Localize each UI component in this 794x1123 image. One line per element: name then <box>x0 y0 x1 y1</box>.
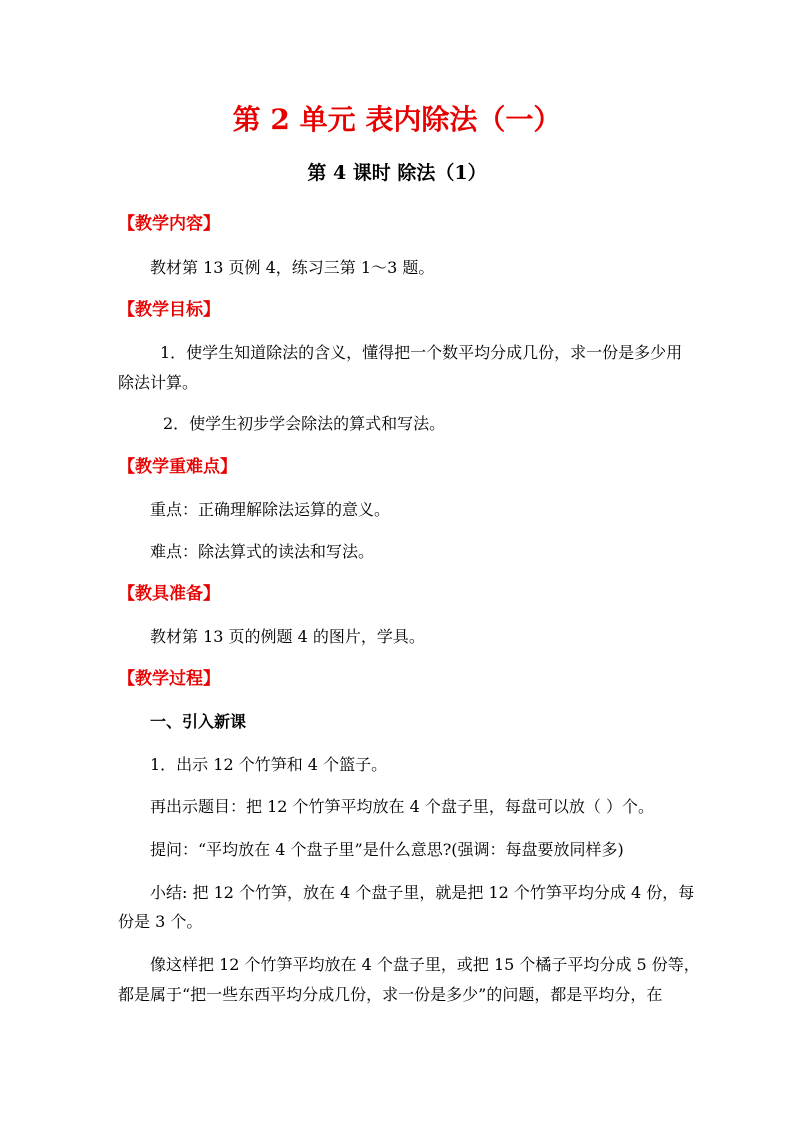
heading-teaching-tools: 【教具准备】 <box>118 584 220 604</box>
heading-teaching-content: 【教学内容】 <box>118 214 220 234</box>
summary-line-2: 份是 3 个。 <box>118 912 203 931</box>
paragraph-line-1: 像这样把 12 个竹笋平均放在 4 个盘子里，或把 15 个橘子平均分成 5 份等， <box>150 955 700 974</box>
goal-1-line-1: 1．使学生知道除法的含义，懂得把一个数平均分成几份，求一份是多少用 <box>160 343 683 362</box>
process-step-1: 1．出示 12 个竹笋和 4 个篮子。 <box>150 755 388 774</box>
teaching-content-text: 教材第 13 页例 4，练习三第 1～3 题。 <box>150 258 435 277</box>
teaching-tools-text: 教材第 13 页的例题 4 的图片，学具。 <box>150 627 425 646</box>
heading-teaching-goals: 【教学目标】 <box>118 300 220 320</box>
process-part-1-title: 一、引入新课 <box>150 712 247 731</box>
difficult-point-text: 难点：除法算式的读法和写法。 <box>150 542 375 561</box>
summary-line-1: 小结: 把 12 个竹笋，放在 4 个盘子里，就是把 12 个竹笋平均分成 4 份，每 <box>150 883 695 902</box>
lesson-title: 第 4 课时 除法（1） <box>307 162 487 184</box>
process-step-3: 提问：“平均放在 4 个盘子里”是什么意思?(强调：每盘要放同样多) <box>150 840 624 859</box>
paragraph-line-2: 都是属于“把一些东西平均分成几份，求一份是多少”的问题，都是平均分，在 <box>118 985 663 1004</box>
unit-title: 第 2 单元 表内除法（一） <box>232 103 562 136</box>
goal-2: 2．使学生初步学会除法的算式和写法。 <box>163 414 446 433</box>
process-step-2: 再出示题目：把 12 个竹笋平均放在 4 个盘子里，每盘可以放（ ）个。 <box>150 797 654 816</box>
heading-key-points: 【教学重难点】 <box>118 457 237 477</box>
goal-1-line-2: 除法计算。 <box>118 373 199 392</box>
heading-teaching-process: 【教学过程】 <box>118 669 220 689</box>
key-point-text: 重点：正确理解除法运算的意义。 <box>150 500 391 519</box>
